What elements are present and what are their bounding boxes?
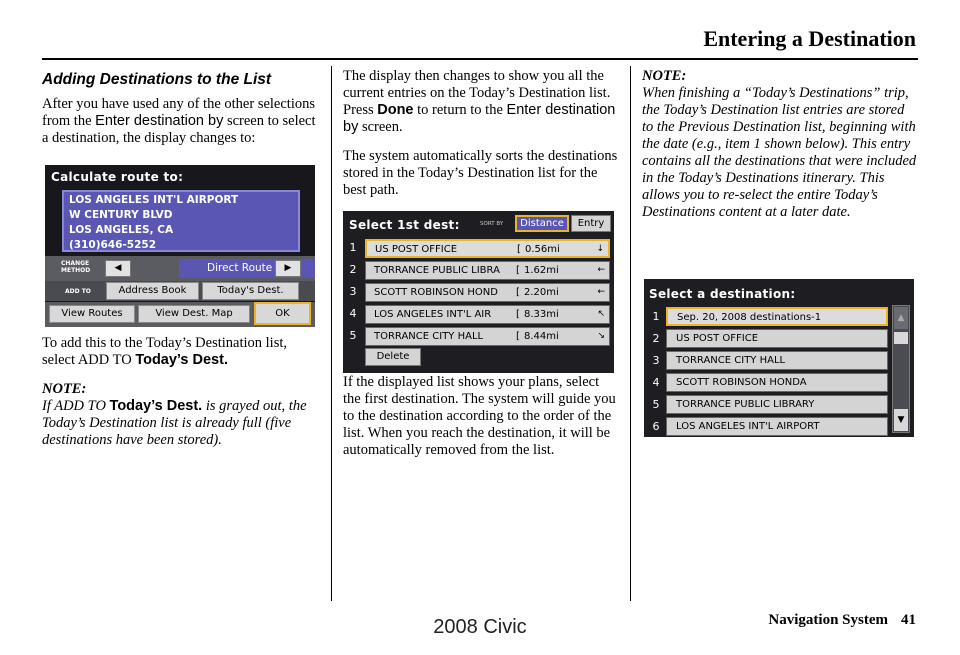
sort-entry-button[interactable]: Entry <box>571 215 611 232</box>
address-book-button[interactable]: Address Book <box>106 282 199 300</box>
select-first-dest-screen <box>343 211 614 373</box>
row-number: 3 <box>652 354 660 367</box>
scroll-down-button[interactable]: ▼ <box>894 409 908 431</box>
text: The display then changes to show you all the current entries on the Today’s Destination list. Press <box>343 68 611 118</box>
watermark: 2008 Civic <box>433 616 527 638</box>
col2-paragraph-2: The system automatically sorts the destinations stored in the Today’s Destination list for the best path. <box>343 148 618 198</box>
text: screen. <box>358 119 403 135</box>
direction-arrow-icon: ↘ <box>597 331 605 341</box>
address-line: LOS ANGELES, CA <box>69 224 174 236</box>
row-number: 5 <box>349 329 357 342</box>
next-method-button[interactable]: ▶ <box>275 260 301 277</box>
add-to-label: ADD TO <box>65 288 91 295</box>
destination-name: LOS ANGELES INT'L AIR <box>374 309 492 320</box>
separator-mark: [ <box>516 265 520 276</box>
page-number: 41 <box>901 612 916 628</box>
sort-by-label: SORT BY <box>480 221 504 227</box>
destination-row[interactable]: LOS ANGELES INT'L AIRPORT <box>666 417 888 436</box>
destination-address <box>62 190 300 252</box>
direction-arrow-icon: ← <box>597 265 605 275</box>
direction-arrow-icon: ↓ <box>596 244 604 254</box>
destination-row[interactable]: SCOTT ROBINSON HONDA <box>666 373 888 392</box>
row-number: 6 <box>652 420 660 433</box>
destination-name: US POST OFFICE <box>375 244 458 255</box>
distance-value: 0.56mi <box>525 244 560 255</box>
column-separator <box>630 66 631 601</box>
direction-arrow-icon: ← <box>597 287 605 297</box>
col1-paragraph-1 <box>42 96 320 147</box>
row-number: 2 <box>349 263 357 276</box>
todays-dest-button[interactable]: Today's Dest. <box>202 282 299 300</box>
route-method-display: Direct Route <box>179 259 315 278</box>
destination-row[interactable] <box>365 261 610 280</box>
previous-method-button[interactable]: ◀ <box>105 260 131 277</box>
separator-mark: [ <box>516 287 520 298</box>
distance-value: 8.44mi <box>524 331 559 342</box>
separator-mark: [ <box>517 244 521 255</box>
address-line: LOS ANGELES INT'L AIRPORT <box>69 194 239 206</box>
row-number: 5 <box>652 398 660 411</box>
text: After you have used any of the other selections from the <box>42 96 315 129</box>
text: If ADD TO <box>42 398 110 414</box>
ok-button[interactable]: OK <box>254 302 311 325</box>
note-label: NOTE: <box>42 381 87 397</box>
row-number: 4 <box>652 376 660 389</box>
text: is grayed out, the Today’s Destination list is already full (five destinations have been stored). <box>42 398 307 448</box>
destination-row[interactable] <box>365 239 610 258</box>
col1-paragraph-2 <box>42 335 320 369</box>
distance-value: 1.62mi <box>524 265 559 276</box>
menu-reference: Today’s Dest. <box>109 398 203 414</box>
row-number: 2 <box>652 332 660 345</box>
col2-paragraph-3: If the displayed list shows your plans, select the first destination. The system will guide you to the destination according to the order of the list. When you reach the destination, it will be automatically removed from the list. <box>343 374 616 458</box>
col1-note <box>42 398 320 449</box>
gap <box>343 136 619 148</box>
text: To add this to the Today’s Destination list, select ADD TO <box>42 335 287 368</box>
col2-paragraph-1 <box>343 68 619 136</box>
destination-row[interactable]: TORRANCE CITY HALL <box>666 351 888 370</box>
destination-row[interactable]: US POST OFFICE <box>666 329 888 348</box>
view-routes-button[interactable]: View Routes <box>49 305 135 323</box>
gap <box>42 369 320 381</box>
screen-title: Calculate route to: <box>51 170 184 184</box>
column-separator <box>331 66 332 601</box>
scrollbar[interactable] <box>892 305 910 433</box>
row-numbers <box>343 237 363 347</box>
section-heading: Adding Destinations to the List <box>42 71 272 88</box>
menu-reference: Enter destination by <box>95 113 224 129</box>
note-label: NOTE: <box>642 68 687 84</box>
menu-reference: Enter destination by <box>343 102 616 135</box>
address-line: (310)646-5252 <box>69 239 157 251</box>
direction-arrow-icon: ↖ <box>597 309 605 319</box>
change-method-label <box>61 261 90 274</box>
scroll-up-button[interactable]: ▲ <box>894 307 908 329</box>
row-number: 1 <box>652 310 660 323</box>
destination-row[interactable]: Sep. 20, 2008 destinations-1 <box>666 307 888 326</box>
destination-row[interactable] <box>365 305 610 324</box>
destination-row[interactable]: TORRANCE PUBLIC LIBRARY <box>666 395 888 414</box>
distance-value: 8.33mi <box>524 309 559 320</box>
view-dest-map-button[interactable]: View Dest. Map <box>138 305 250 323</box>
destination-row[interactable] <box>365 327 610 346</box>
row-numbers <box>648 306 664 437</box>
text: METHOD <box>61 266 91 274</box>
menu-reference: Today’s Dest. <box>135 352 228 368</box>
scroll-thumb[interactable] <box>894 332 908 344</box>
column-3 <box>642 68 918 221</box>
delete-button[interactable]: Delete <box>365 348 421 366</box>
header-rule <box>42 58 918 60</box>
select-destination-screen <box>644 279 914 437</box>
row-number: 3 <box>349 285 357 298</box>
distance-value: 2.20mi <box>524 287 559 298</box>
destination-name: SCOTT ROBINSON HOND <box>374 287 498 298</box>
page-header-title: Entering a Destination <box>703 26 916 51</box>
row-number: 4 <box>349 307 357 320</box>
separator-mark: [ <box>516 331 520 342</box>
button-reference: Done <box>377 102 414 118</box>
address-line: W CENTURY BLVD <box>69 209 173 221</box>
destination-name: TORRANCE CITY HALL <box>374 331 484 342</box>
separator-mark: [ <box>516 309 520 320</box>
calculate-route-screen <box>45 165 315 327</box>
footer-section-name: Navigation System <box>768 612 888 628</box>
row-number: 1 <box>349 241 357 254</box>
screen-title: Select 1st dest: <box>349 218 460 232</box>
sort-distance-button[interactable]: Distance <box>515 215 569 232</box>
col3-note: When finishing a “Today’s Destinations” trip, the Today’s Destination list entries are stored to the Previous Destination list, beginning with the date (e.g., item 1 shown below). This entry contains all the destinations that were included in the Today’s Destinations itinerary. This allows you to re-select the entire Today’s Destinations content at a later date. <box>642 85 917 220</box>
screen-title: Select a destination: <box>649 287 796 301</box>
text: screen to select a destination, the display changes to: <box>42 113 316 146</box>
destination-name: TORRANCE PUBLIC LIBRA <box>374 265 500 276</box>
text: CHANGE <box>61 260 90 267</box>
text: to return to the <box>413 102 507 118</box>
destination-row[interactable] <box>365 283 610 302</box>
